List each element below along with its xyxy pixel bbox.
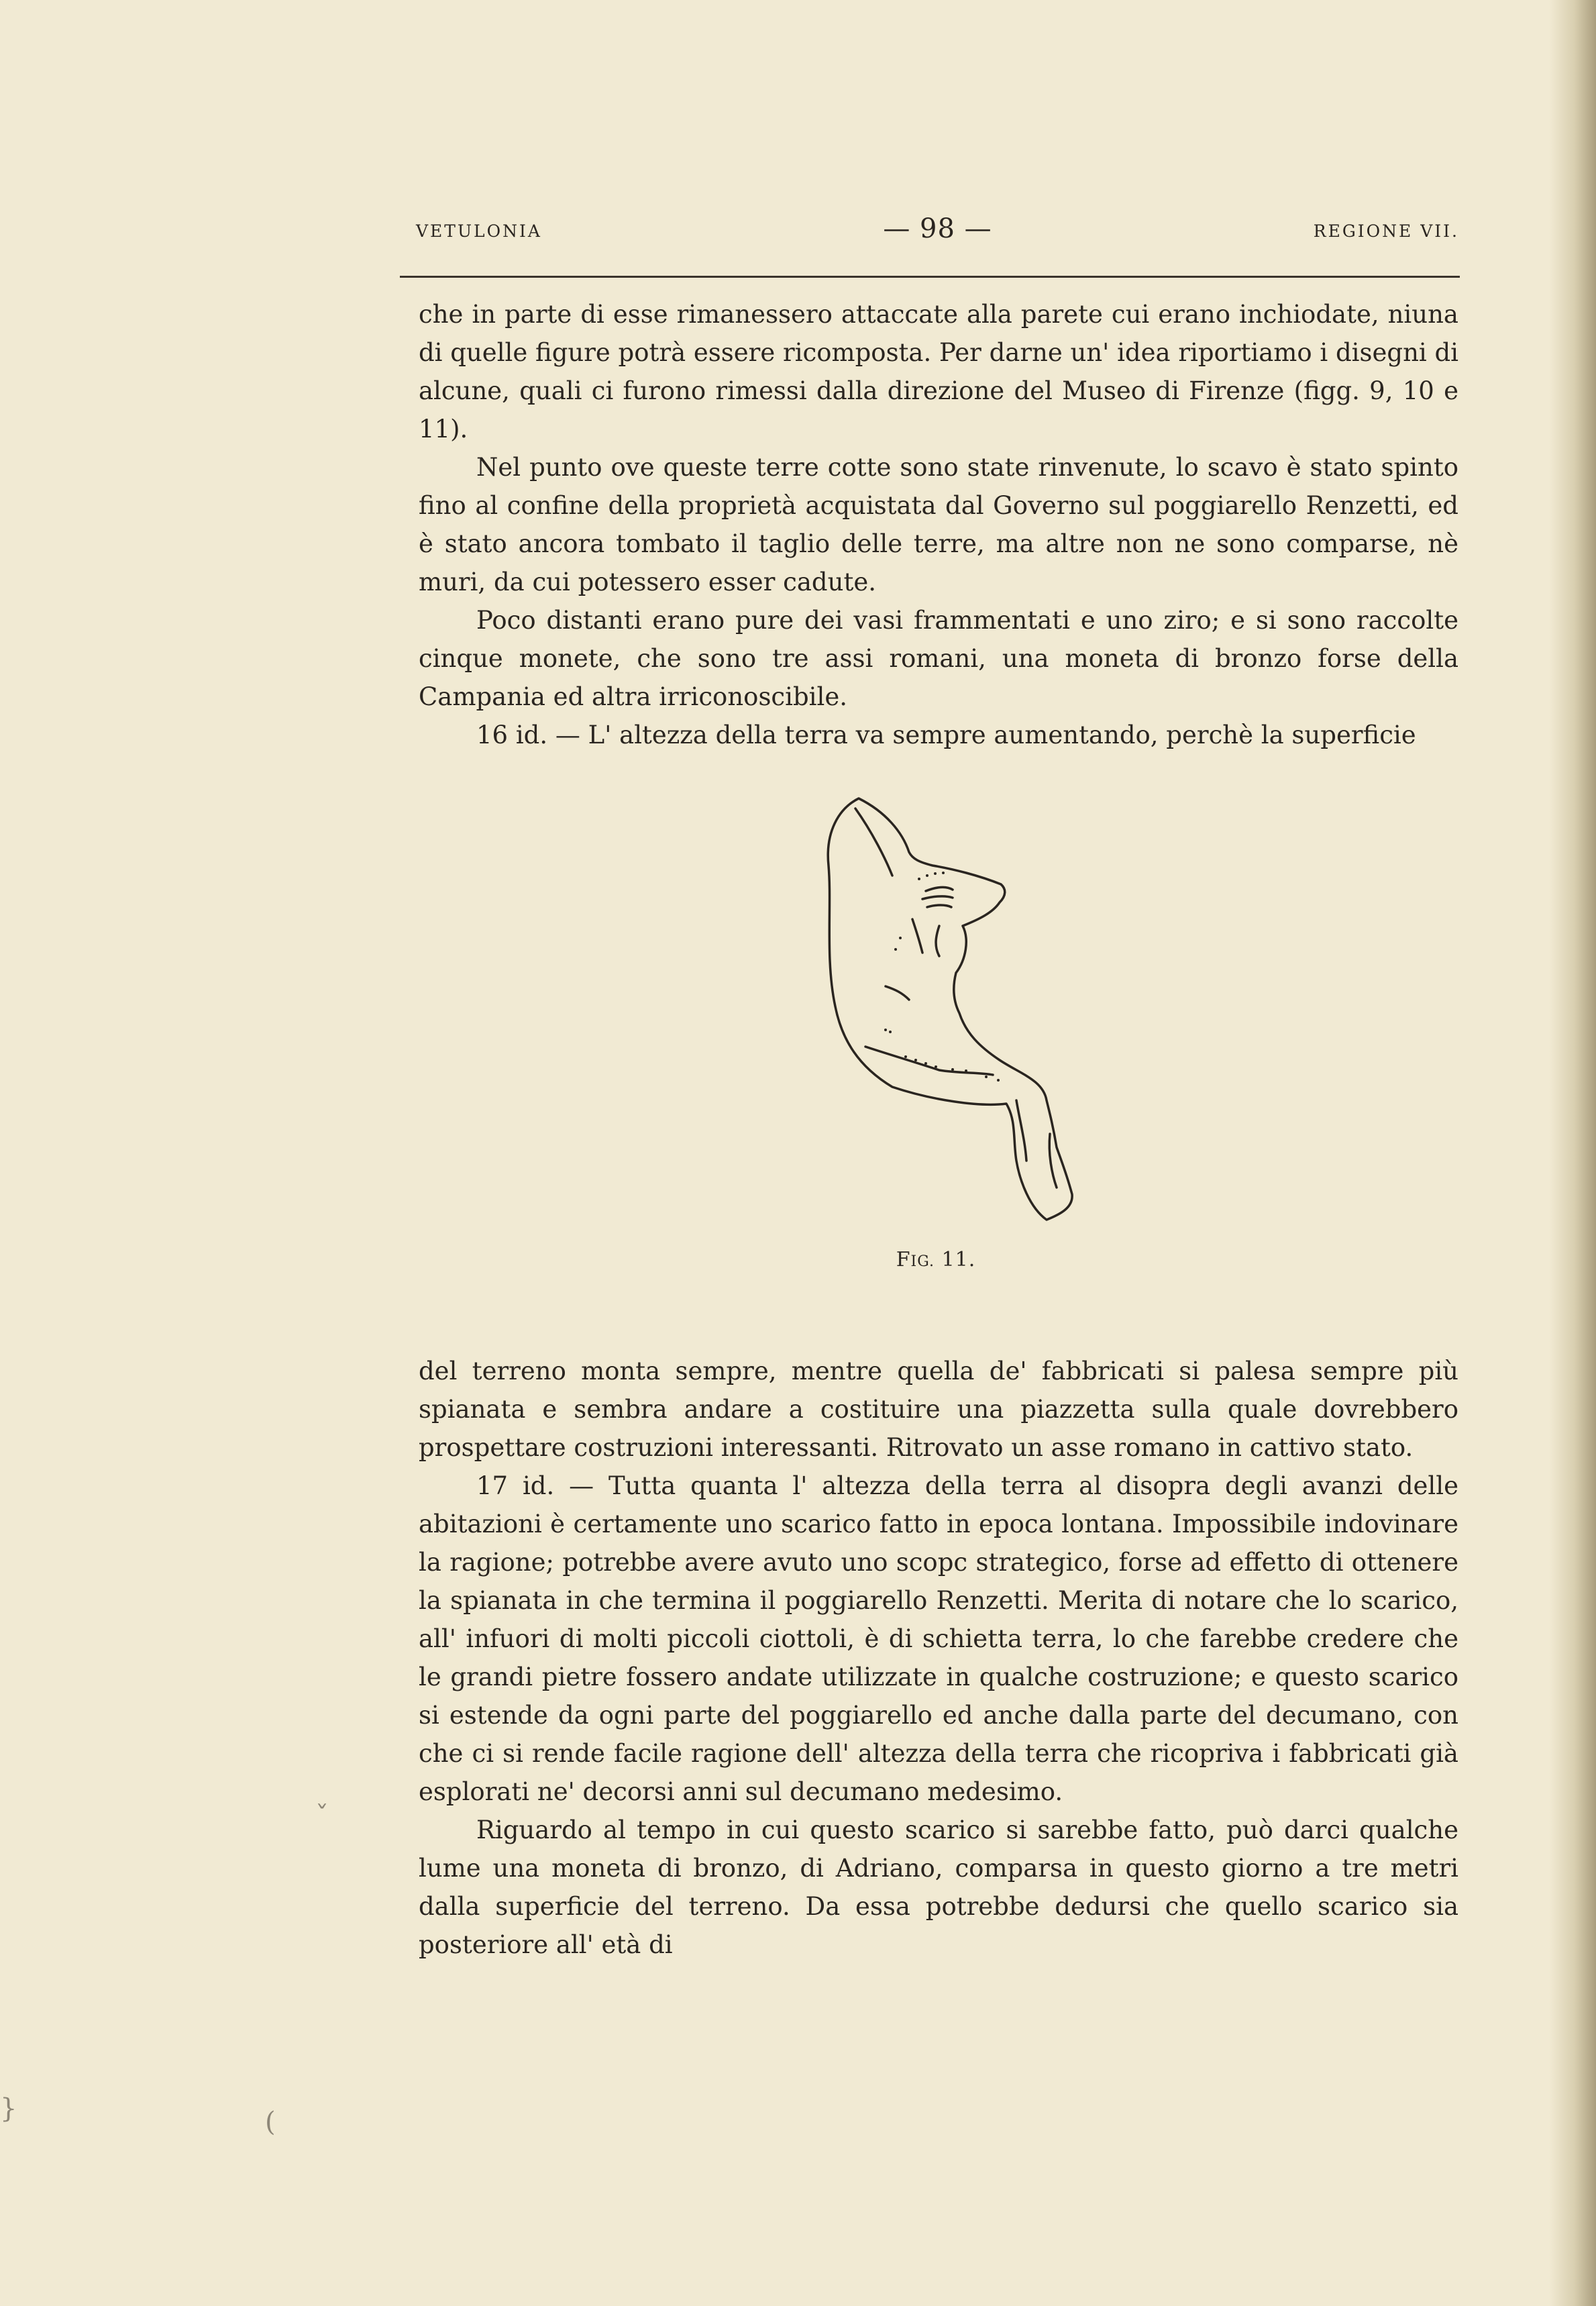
figure-caption [886,1248,986,1271]
paragraph: 17 id. — Tutta quanta l' altezza della terra al disopra degli avanzi delle abitazioni è certamente uno scarico fatto in epoca lontana. Impossibile indovinare la ragione; potrebbe avere avuto uno scopc strategico, forse ad effetto di ottenere la spianata in che termina il poggiarello Renzetti. Merita di notare che lo scarico, all' infuori di molti piccoli ciottoli, è di schietta terra, lo che farebbe credere che le grandi pietre fossero andate utilizzate in qualche costruzione; e questo scarico si estende da ogni parte del poggiarello ed anche dalla parte del decumano, con che ci si rende facile ragione dell' altezza della terra che ricopriva i fabbricati già esplorati ne' decorsi anni sul decumano medesimo. [419,1471,1458,1806]
paragraph: del terreno monta sempre, mentre quella de' fabbricati si palesa sempre più spianata e sembra andare a costituire una piazzetta sulla quale dovrebbero prospettare costruzioni interessanti. Ritrovato un asse romano in cattivo stato. [419,1357,1458,1462]
running-header [416,213,1459,254]
paragraph: 16 id. — L' altezza della terra va sempre aumentando, perchè la superficie [476,721,1416,749]
paragraph: Nel punto ove queste terre cotte sono state rinvenute, lo scavo è stato spinto fino al confine della proprietà acquistata dal Governo sul poggiarello Renzetti, ed è stato ancora tombato il taglio delle terre, ma altre non ne sono comparse, nè muri, da cui potessero esser cadute. [419,453,1458,596]
header-right: REGIONE VII. [1313,221,1459,241]
paragraph: Poco distanti erano pure dei vasi frammentati e uno ziro; e si sono raccolte cinque monete, che sono tre assi romani, una moneta di bronzo forse della Campania ed altra irriconoscibile. [419,606,1458,711]
text-block-bottom [419,1352,1458,1964]
page-edge-shadow [1549,0,1596,2306]
margin-mark: ( [265,2107,276,2138]
margin-mark: } [0,2093,17,2124]
header-rule [400,276,1460,278]
text-block-top [419,295,1458,754]
caption-number: 11. [941,1248,976,1271]
header-left: VETULONIA [416,221,542,241]
page-number: — 98 — [883,213,992,244]
paragraph: che in parte di esse rimanessero attaccate alla parete cui erano inchiodate, niuna di quelle figure potrà essere ricomposta. Per darne un' idea riportiamo i disegni di alcune, quali ci furono rimessi dalla direzione del Museo di Firenze (figg. 9, 10 e 11). [419,300,1459,443]
margin-mark: ˯ [315,1778,329,1809]
terracotta-figure-drawing [785,785,1107,1235]
caption-smallcaps: IG. [910,1253,935,1270]
paragraph: Riguardo al tempo in cui questo scarico si sarebbe fatto, può darci qualche lume una moneta di bronzo, di Adriano, comparsa in questo giorno a tre metri dalla superficie del terreno. Da essa potrebbe dedursi che quello scarico sia posteriore all' età di [419,1816,1458,1959]
figure-terracotta-fragment [785,785,1107,1235]
caption-initial: F [896,1248,911,1271]
